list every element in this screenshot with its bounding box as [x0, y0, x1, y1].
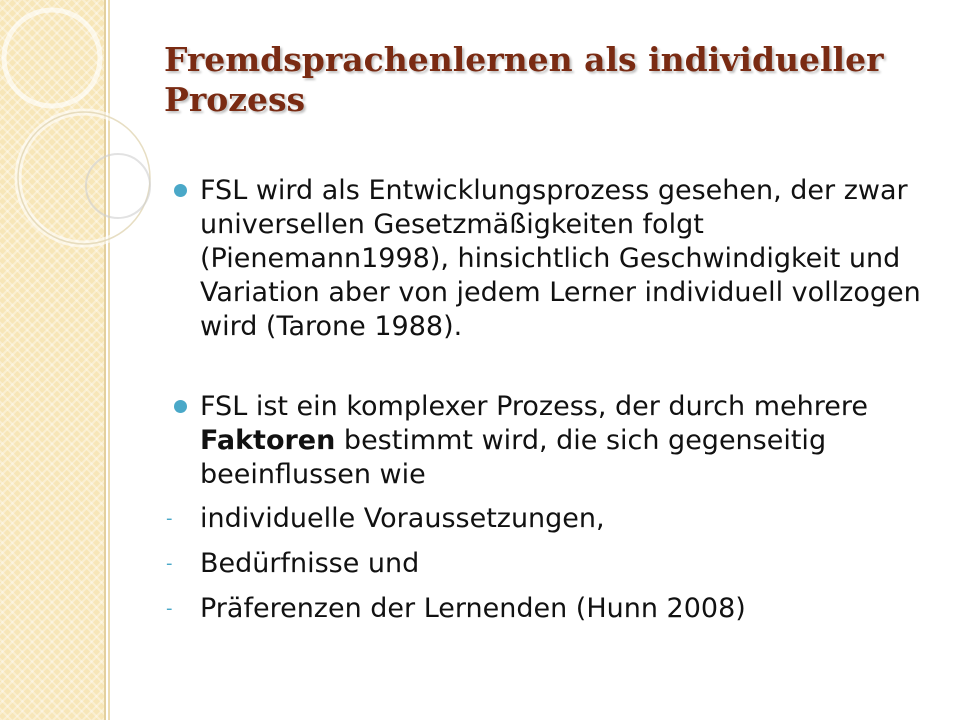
dash-marker-icon: -	[166, 598, 173, 619]
sub-item-text: Bedürfnisse und	[200, 548, 420, 579]
bullet-text-part: bestimmt wird, die sich gegenseitig beeinflussen wie	[200, 425, 827, 490]
sub-item-text: individuelle Voraussetzungen,	[200, 503, 605, 534]
sub-list-item	[166, 541, 932, 586]
bullet-dot-icon	[174, 184, 187, 197]
bullet-dot-icon	[174, 400, 187, 413]
slide-content	[166, 174, 932, 631]
decorative-circles	[0, 0, 160, 260]
sub-item-text: Präferenzen der Lernenden (Hunn 2008)	[200, 593, 746, 624]
bullet-text: FSL wird als Entwicklungsprozess gesehen, der zwar universellen Gesetzmäßigkeiten folgt (Pienemann1998), hinsichtlich Geschwindigkeit und Variation aber von jedem Lerner individuell vollzogen wird (Tarone 1988).	[200, 175, 921, 342]
slide-title: Fremdsprachenlernen als individueller Prozess	[164, 40, 884, 119]
dash-marker-icon: -	[166, 553, 173, 574]
bullet-item	[172, 174, 932, 344]
bullet-item	[172, 390, 932, 492]
bold-term: Faktoren	[200, 425, 336, 456]
bullet-text-part: FSL ist ein komplexer Prozess, der durch mehrere	[200, 391, 868, 422]
sub-list-item	[166, 496, 932, 541]
dash-marker-icon: -	[166, 508, 173, 529]
sub-list-item	[166, 586, 932, 631]
